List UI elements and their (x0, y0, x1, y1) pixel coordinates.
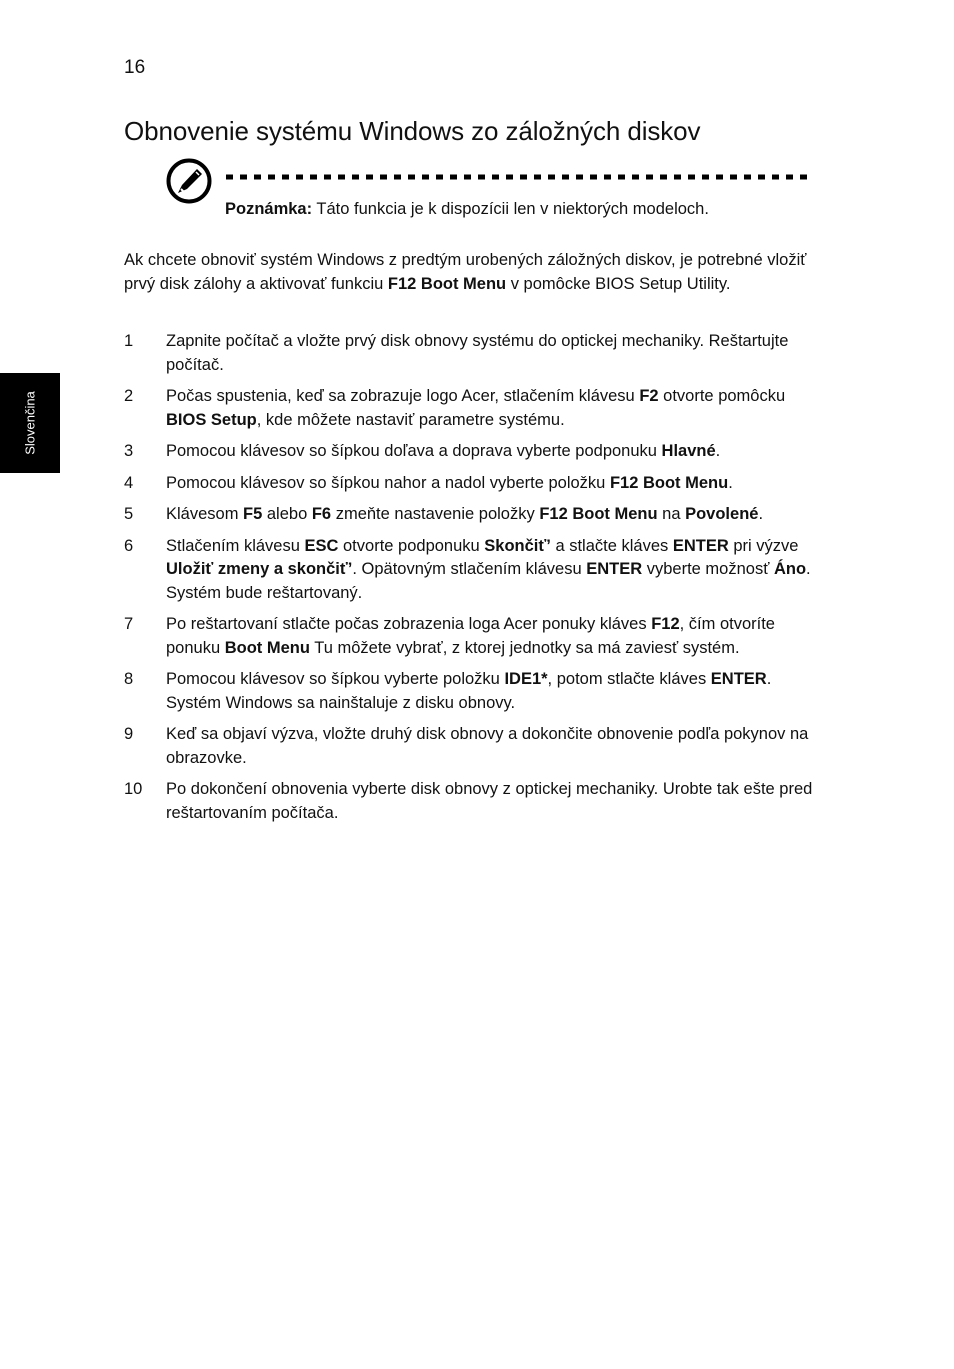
step-bold: BIOS Setup (166, 410, 257, 429)
step-bold: F2 (639, 387, 659, 405)
step-text: Počas spustenia, keď sa zobrazuje logo Acer, stlačením klávesu (166, 387, 640, 405)
step-bold: Áno (773, 560, 807, 578)
side-language-tab (0, 373, 60, 473)
page-title: Obnovenie systému Windows zo záložných diskov (124, 116, 701, 146)
step-number: 1 (124, 332, 134, 350)
intro-text: Ak chcete obnoviť systém Windows z predtým urobených záložných diskov, je potrebné vložiť prvý disk zálohy a aktivovať funkciu (124, 251, 807, 293)
step-number: 7 (124, 615, 134, 633)
step-text: Stlačením klávesu (166, 536, 305, 555)
note-label: Poznámka: (225, 200, 313, 218)
step-number: 5 (124, 505, 134, 523)
step-number: 6 (124, 536, 134, 555)
note-body: Táto funkcia je k dispozícii len v niektorých modeloch. (316, 200, 709, 218)
step-text: . Systém Windows sa nainštaluje z disku obnovy. (166, 670, 772, 712)
list-item (124, 535, 814, 606)
list-item (124, 472, 814, 496)
step-text: . Systém bude reštartovaný. (166, 560, 811, 602)
step-bold: F5 (243, 505, 263, 523)
step-text: . (728, 473, 733, 492)
step-text: Pomocou klávesov so šípkou vyberte položku (166, 670, 505, 688)
note-text (225, 200, 709, 219)
list-item (124, 778, 814, 825)
step-text: , potom stlačte kláves (547, 670, 711, 688)
intro-bold: F12 Boot Menu (387, 274, 507, 293)
step-number: 10 (124, 780, 143, 798)
step-text: Zapnite počítač a vložte prvý disk obnovy systému do optickej mechaniky. Reštartujte počítač. (166, 332, 789, 374)
step-text: a stlačte kláves (550, 536, 673, 555)
step-text: . (715, 442, 721, 460)
list-item (124, 668, 814, 715)
list-item (124, 723, 814, 770)
step-bold: ENTER (710, 670, 767, 688)
step-number: 3 (124, 442, 134, 460)
step-bold: ESC (304, 536, 339, 555)
step-bold: F12 Boot Menu (539, 505, 658, 523)
note-dotted-rule (226, 174, 810, 180)
step-text: zmeňte nastavenie položky (331, 505, 540, 523)
list-item (124, 613, 814, 660)
step-number: 9 (124, 725, 134, 743)
step-text: otvorte podponuku (338, 536, 485, 555)
note-pen-icon (166, 158, 212, 204)
step-bold: F6 (311, 505, 332, 523)
step-bold: F12 (651, 615, 680, 633)
step-bold: ENTER (672, 536, 729, 555)
step-text: Tu môžete vybrať, z ktorej jednotky sa má zaviesť systém. (309, 638, 740, 657)
step-text: Klávesom (166, 505, 244, 523)
step-number: 4 (124, 473, 134, 492)
step-number: 8 (124, 670, 134, 688)
step-text: , kde môžete nastaviť parametre systému. (256, 410, 565, 429)
step-bold: Povolené (685, 505, 759, 523)
step-text: vyberte možnosť (642, 560, 774, 578)
step-text: , čím otvoríte ponuku (166, 615, 775, 657)
list-item (124, 330, 814, 377)
step-text: Keď sa objaví výzva, vložte druhý disk obnovy a dokončite obnovenie podľa pokynov na obrazovke. (166, 725, 809, 767)
page-number: 16 (124, 57, 146, 78)
step-bold: Skončiť’ (484, 536, 551, 555)
step-bold: IDE1* (504, 670, 548, 688)
step-text: otvorte pomôcku (658, 387, 786, 405)
step-text: na (657, 505, 686, 523)
step-text: . (758, 505, 764, 523)
list-item (124, 503, 814, 527)
step-text: alebo (262, 505, 312, 523)
step-text: Po dokončení obnovenia vyberte disk obnovy z optickej mechaniky. Urobte tak ešte pred reštartovaním počítača. (166, 780, 813, 822)
intro-text: v pomôcke BIOS Setup Utility. (506, 274, 731, 293)
step-text: Po reštartovaní stlačte počas zobrazenia loga Acer ponuky kláves (166, 615, 652, 633)
step-bold: Boot Menu (224, 638, 310, 657)
intro-paragraph (124, 249, 814, 296)
steps-list (124, 330, 814, 833)
list-item (124, 385, 814, 432)
step-text: pri výzve (728, 536, 799, 555)
step-bold: F12 Boot Menu (609, 473, 729, 492)
list-item (124, 440, 814, 464)
step-bold: ENTER (586, 560, 643, 578)
step-text: Pomocou klávesov so šípkou nahor a nadol vyberte položku (166, 473, 610, 492)
step-text: Pomocou klávesov so šípkou doľava a doprava vyberte podponuku (166, 442, 662, 460)
step-bold: Hlavné (661, 442, 716, 460)
side-tab-label: Slovenčina (22, 391, 38, 455)
step-bold: Uložiť zmeny a skončiť’ (166, 560, 353, 578)
step-text: . Opätovným stlačením klávesu (352, 560, 587, 578)
step-number: 2 (124, 387, 134, 405)
